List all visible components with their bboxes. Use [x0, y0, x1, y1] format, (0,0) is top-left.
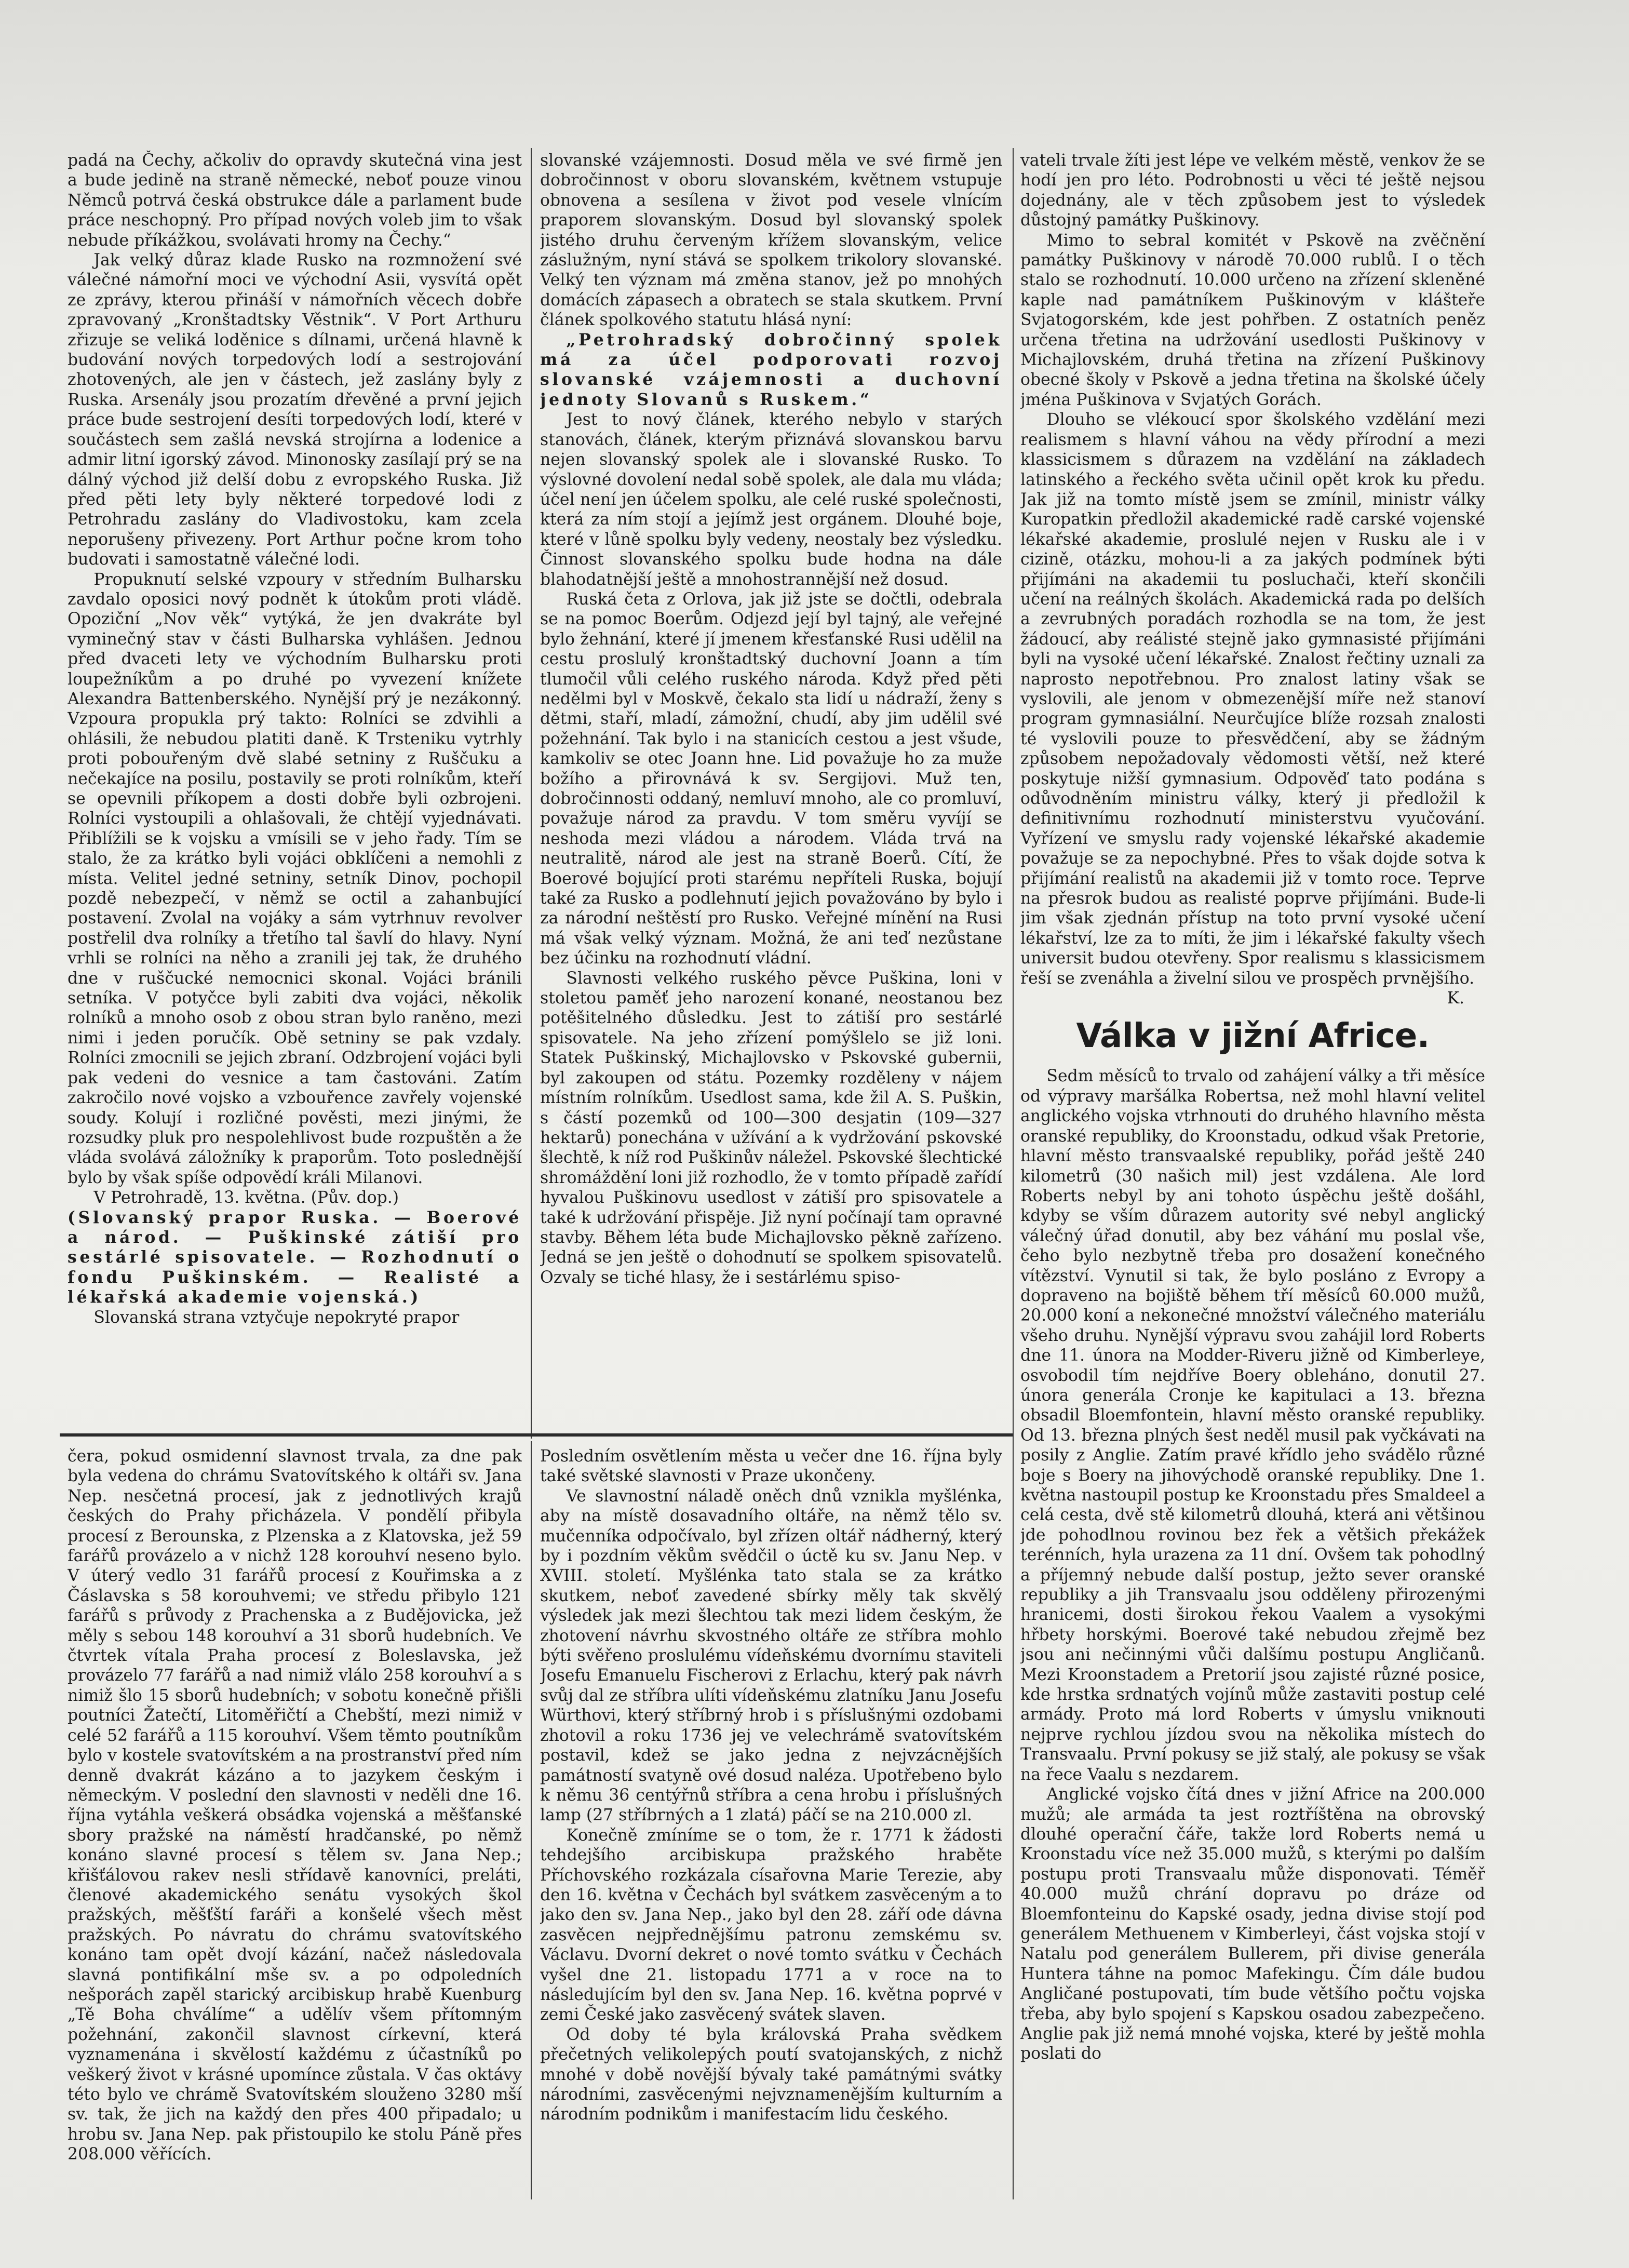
paragraph-bulgarian-revolt: Propuknutí selské vzpoury v středním Bulharsku zavdalo oposici nový podnět k útokům proti vládě. Opoziční „Nov věk“ vytýká, že jen dvakráte byl vyminečný stav v části Bulharska vyhlášen. Jednou před dvaceti lety ve východním Bulharsku proti loupežníkům a po druhé po vyvezení knížete Alexandra Battenberského. Nynější prý je nezákonný. Vzpoura propukla prý takto: Rolníci se zdvihli a ohlásili, že nebudou platiti daně. K Trsteniku vytrhly proti pobouřeným dvě slabé setniny z Ruščuku a nečekajíce na posilu, postavily se proti rolníkům, kteří se opevnili příkopem a dosti dobře byli ozbrojeni. Rolníci vystoupili a ohlašovali, že chtějí vyjednávati. Přiblížili se k vojsku a vmísili se v jeho řady. Tím se stalo, že za krátko byli vojáci obklíčeni a nemohli z místa. Velitel jedné setniny, setník Dinov, pochopil pozdě nebezpečí, v němž se octil a zahanbující postavení. Zvolal na vojáky a sám vytrhnuv revolver postřelil dva rolníky a třetího tal šavlí do hlavy. Nyní vrhli se rolníci na něho a zranili jej tak, že druhého dne v ruščucké nemocnici skonal. Vojáci bránili setníka. V potyčce byli zabiti dva vojáci, několik rolníků a mnoho osob z obou stran bylo raněno, mezi nimi i jeden poručík. Obě setniny se pak vzdaly. Rolníci zmocnili se jejich zbraní. Odzbrojení vojáci byli pak vedeni do vesnice a tam častováni. Zatím zakročilo nové vojsko a vzbouřence zavřely vojenské soudy. Kolují i rozličné pověsti, mezi jinými, že rozsudky pluk pro nespolehlivost bude rozpuštěn a že vláda svolává záložníky k praporům. Toto poslednější bylo by však spíše odpovědí králi Milanovi. [68, 570, 522, 1187]
paragraph-slavic-society: slovanské vzájemnosti. Dosud měla ve své firmě jen dobročinnost v oboru slovanském, květnem vstupuje obnovena a sesílena v život pod vesele vlnícím praporem slovanským. Dosud byl slovanský spolek jistého druhu červeným křížem slovanským, velice záslužným, nyní stává se spolkem trikolory slovanské. Velký ten význam má změna stanov, jež po mnohých domácích zápasech a obratech se stala skutkem. První článek spolkového statutu hlásá nyní: [540, 151, 1002, 330]
left-column-bottom [68, 1446, 522, 2202]
article-headline-war-south-africa: Válka v jižní Africe. [1076, 1017, 1430, 1056]
paragraph-english-army: Anglické vojsko čítá dnes v jižní Africe na 200.000 mužů; ale armáda ta jest roztříštěna na obrovský dlouhé operační čáře, takže lord Roberts nemá u Kroonstadu více než 35.000 mužů, s kterými po dalším postupu proti Transvaalu může disponovati. Téměř 40.000 mužů chrání dopravu po dráze od Bloemfonteinu do Kapské osady, jedna divise stojí pod generálem Methuenem v Kimberleyi, část vojska stojí v Natalu pod generálem Bullerem, při divise generála Huntera táhne na pomoc Mafekingu. Čím dále budou Angličané postupovati, tím bude většího počtu vojska třeba, aby bylo spojení s Kapskou osadou zabezpečeno. Anglie pak již nemá mnohé vojska, které by ještě mohla poslati do [1020, 1785, 1485, 2063]
paragraph-new-article: Jest to nový článek, kterého nebylo v starých stanovách, článek, kterým přiznává slovanskou barvu nejen slovanský spolek ale i slovanské Rusko. To výslovné dovolení nedal sobě spolek, ale dala mu vláda; účel není jen účelem spolku, ale celé ruské společnosti, která za ním stojí a jejímž jest orgánem. Dlouhé boje, které v lůně spolku byly vedeny, neostaly bez výsledku. Činnost slovanského spolku bude hodna na dále blahodatnější ještě a mnohostrannější než dosud. [540, 410, 1002, 589]
paragraph-silver-altar: Ve slavnostní náladě oněch dnů vznikla myšlénka, aby na místě dosavadního oltáře, na němž tělo sv. mučenníka odpočívalo, byl zřízen oltář nádherný, který by i pozdním věkům svědčil o úctě ku sv. Janu Nep. v XVIII. století. Myšlénka tato stala se za krátko skutkem, neboť zavedené sbírky měly tak skvělý výsledek jak mezi šlechtou tak mezi lidem českým, že zhotovení návrhu skvostného oltáře ze stříbra mohlo býti svěřeno proslulému vídeňskému dvornímu staviteli Josefu Emanuelu Fischerovi z Erlachu, který pak návrh svůj dal ze stříbra ulíti vídeňskému zlatníku Janu Josefu Würthovi, který stříbrný hrob i s příslušnými ozdobami zhotovil a roku 1736 jej ve velechrámě svatovítském postavil, kdež se jako jedna z nejvzácnějších památností svatyně ové dosud naléza. Upotřebeno bylo k němu 36 centýřnů stříbra a cena hrobu i příslušných lamp (27 stříbrných a 1 zlatá) páčí se na 210.000 zl. [540, 1486, 1002, 1825]
paragraph-illumination: Posledním osvětlením města u večer dne 16. října byly také světské slavnosti v Praze ukončeny. [540, 1447, 1002, 1486]
right-column [1020, 151, 1485, 2202]
paragraph-pilgrimages: Od doby té byla královská Praha svědkem přečetných velikolepých poutí svatojanských, z nichž mnohé v době novější bývaly také památnými svátky národními, zasvěcenými nejvznamenějším kulturním a národním podnikům i manifestacím lidu českého. [540, 2025, 1002, 2124]
paragraph-holiday-decree: Konečně zmíníme se o tom, že r. 1771 k žádosti tehdejšího arcibiskupa pražského hraběte Příchovského rozkázala císařovna Marie Terezie, aby den 16. května v Čechách byl svátkem zasvěceným a to jako den sv. Jana Nep., jako byl den 28. září ode dávna zasvěcen nejpřednějšímu patronu zemskému sv. Václavu. Dvorní dekret o nové tomto svátku v Čechách vyšel dne 21. listopadu 1771 a v roce na to následujícím byl den sv. Jana Nep. 16. května poprvé v zemi České jako zasvěcený svátek slaven. [540, 1826, 1002, 2024]
letter-summary: (Slovanský prapor Ruska. — Boerové a národ. — Puškinské zátiší pro sestárlé spisovatele. — Rozhodnutí o fondu Puškinském. — Realisté a lékařská akademie vojenská.) [68, 1207, 522, 1307]
paragraph-pushkin-festival: Slavnosti velkého ruského pěvce Puškina, loni v stoletou paměť jeho narození konané, neostanou bez potěšitelného důsledku. Jest to zátiší pro sestárlé spisovatele. Na jeho zřízení pomýšlelo se již loni. Statek Puškinský, Michajlovsko v Pskovské gubernii, byl zakoupen od státu. Pozemky rozděleny v nájem místním rolníkům. Usedlost sama, kde žil A. S. Puškin, s částí pozemků od 100—300 desjatin (109—327 hektarů) ponechána v užívání a k vydržování pskovské šlechtě, k níž rod Puškinův náležel. Pskovské šlechtické shromáždění loni již rozhodlo, že v tomto případě zařídí hyvalou Puškinovu usedlost v zátiší pro spisovatele a také k udržování přispěje. Již nyní počínají tam opravné stavby. Během léta bude Michajlovsko pěkně zařízeno. Jedná se jen ještě o dohodnutí se spolkem spisovatelů. Ozvaly se tiché hlasy, že i sestárlému spiso- [540, 969, 1002, 1287]
paragraph-procession-week: čera, pokud osmidenní slavnost trvala, za dne pak byla vedena do chrámu Svatovítského k oltáři sv. Jana Nep. nesčetná procesí, jak z jednotlivých krajů českých do Prahy přicházela. V pondělí přibyla procesí z Berounska, z Plzenska a z Klatovska, jež 59 farářů provázelo a v nichž 128 korouhví neseno bylo. V úterý vedlo 31 farářů procesí z Kouřimska a z Čáslavska s 58 korouhvemi; ve středu přibylo 121 farářů s průvody z Prachenska a z Budějovicka, jež měly s sebou 148 korouhví a 31 sborů hudebních. Ve čtvrtek vítala Praha procesí z Boleslavska, jež provázelo 77 farářů a nad nimiž vlálo 258 korouhví a s nimiž šlo 15 sborů hudebních; v sobotu konečně přišli poutníci Žatečtí, Litoměřičtí a Chebští, mezi nimiž v celé 52 farářů a 115 korouhví. Všem těmto poutníkům bylo v kostele svatovítském a na prostranství před ním denně dvakrát kázáno a to jazykem českým i německým. V poslední den slavnosti v neděli dne 16. října vytáhla veškerá obsádka vojenská a měšťanské sbory pražské na náměstí hradčanské, po němž konáno slavné procesí s tělem sv. Jana Nep.; křišťálovou rakev nesli střídavě kanovníci, preláti, členové akademického senátu vysokých škol pražských, měšťští faráři a konšelé všech měst pražských. Po návratu do chrámu svatovítského konáno tam opět dvojí kázání, načež následovala slavná pontifikální mše sv. a po odpoledních nešporách zapěl starický arcibiskup hrabě Kuenburg „Tě Boha chválíme“ a udělív všem přítomným požehnání, zakončil slavnost církevní, která vyznamenána i skvělostí každému z účastníků po veškerý život v krásné upomínce zůstala. V čas oktávy této bylo ve chrámě Svatovítském slouženo 3280 mší sv. tak, že jich na každý den přes 400 připadalo; u hrobu sv. Jana Nep. pak přistoupilo ke stolu Páně přes 208.000 věřících. [68, 1447, 522, 2164]
column-divider-left [531, 148, 532, 1439]
section-separator [60, 1433, 1013, 1437]
paragraph-pushkin-fund: Mimo to sebral komitét v Pskově na zvěčnění památky Puškinovy v národě 70.000 rublů. I o těch stalo se rozhodnutí. 10.000 určeno na zřízení skleněné kaple nad památníkem Puškinovým v klášteře Svjatogorském, kde jest pohřben. Z ostatních peněz určena třetina na udržování usedlosti Puškinovy v Michajlovském, druhá třetina na zřízení Puškinovy obecné školy v Pskově a jedna třetina na školské účely jména Puškinova v Svjatých Gorách. [1020, 231, 1485, 409]
paragraph-czech-obstruction: padá na Čechy, ačkoliv do opravdy skutečná vina jest a bude jedině na straně německé, neboť pouze vinou Němců potrvá česká obstrukce dále a parlament bude práce neschopný. Pro případ nových voleb jim to však nebude příkážkou, svolávati hromy na Čechy.“ [68, 151, 522, 250]
paragraph-writer-retreat: vateli trvale žíti jest lépe ve velkém městě, venkov že se hodí jen pro léto. Podrobnosti u věci té ještě nejsou dojednány, ale v těch způsobem jest to výsledek důstojný památky Puškinovy. [1020, 151, 1485, 230]
paragraph-orlov-troop: Ruská četa z Orlova, jak již jste se dočtli, odebrala se na pomoc Boerům. Odjezd její byl tajný, ale veřejné bylo žehnání, které jí jmenem křesťanské Rusi udělil na cestu proslulý kronštadtský duchovní Joann a tím tlumočil vůli celého ruského národa. Když před pěti nedělmi byl v Moskvě, čekalo sta lidí u nádraží, ženy s dětmi, staří, mladí, zámožní, chudí, aby jim udělil své požehnání. Tak bylo i na stanicích cestou a jest všude, kamkoliv se otec Joann hne. Lid považuje ho za muže božího a přirovnává k sv. Sergijovi. Muž ten, dobročinnosti oddaný, nemluví mnoho, ale co promluví, považuje národ za pravdu. V tom směru vyvíjí se neshoda mezi vládou a národem. Vláda trvá na neutralitě, národ ale jest na straně Boerů. Cítí, že Boerové bojující proti starému nepříteli Ruska, bojují také za Rusko a podlehnutí jejich považováno by bylo i za národní neštěstí pro Rusko. Veřejné mínění na Rusi má však velký význam. Možná, že ani teď nezůstane bez účinku na rozhodnutí vládní. [540, 589, 1002, 968]
statute-quote: „Petrohradský dobročinný spolek má za účel podporovati rozvoj slovanské vzájemnosti a duchovní jednoty Slovanů s Ruskem.“ [540, 330, 1002, 409]
paragraph-slavic-party: Slovanská strana vztyčuje nepokryté prapor [93, 1308, 460, 1327]
dateline: V Petrohradě, 13. května. (Pův. dop.) [93, 1188, 399, 1207]
column-divider-bottom [531, 1441, 532, 2199]
middle-column-top [540, 151, 1002, 1418]
left-column-top [68, 151, 522, 1418]
paragraph-realism-classicism: Dlouho se vlékoucí spor školského vzdělání mezi realismem s hlavní váhou na vědy přírodní a mezi klassicismem s důrazem na vzdělání na základech latinského a řeckého světa učinil opět krok ku předu. Jak již na tomto místě jsem se zmínil, ministr války Kuropatkin předložil akademické radě carské vojenské lékařské akademie, proslulé nejen v Rusku ale i v cizině, otázku, mohou-li a za jakých podmínek býti přijímáni na akademii tu posluchači, kteří skončili učení na reálných školách. Akademická rada po delších a zevrubných poradách rozhodla se na tom, že jest žádoucí, aby reálisté stejně jako gymnasisté přijímáni byli na vysoké učení lékařské. Znalost řečtiny uznali za naprosto nepotřebnou. Pro znalost latiny však se vyslovili, ale jenom v obmezenější míře než stanoví program gymnasiální. Neurčujíce blíže rozsah znalosti té vyslovili pouze to přesvědčení, aby se žádným způsobem nepožadovaly vědomosti větší, než které poskytuje nižší gymnasium. Odpověď tato podána s odůvodněním ministru války, který ji předložil k definitivnímu rozhodnutí ministerstvu vyučování. Vyřízení ve smyslu rady vojenské lékařské akademie považuje se za nepochybné. Přes to však dojde sotva k přijímání realistů na akademii již v tomto roce. Teprve na přesrok budou as realisté poprve přijímáni. Bude-li jim však zjednán přístup na toto první vysoké učení lékařství, lze za to míti, že jim i lékařské fakulty všech universit budou otevřeny. Spor realismu s klassicismem řeší se zvenáhla a živelní silou ve prospěch prvnějšího. [1020, 410, 1485, 988]
middle-column-bottom [540, 1446, 1002, 2202]
paragraph-port-arthur: Jak velký důraz klade Rusko na rozmnožení své válečné námořní moci ve východní Asii, vysvítá opět ze zprávy, kterou přináší v námořních věcech dobře zpravovaný „Kronštadtsky Věstnik“. V Port Arthuru zřizuje se veliká loděnice s dílnami, určená hlavně k budování nových torpedových lodí a sestrojování zhotovených, ale jen v částech, jež zaslány byly z Ruska. Arsenály jsou prozatím dřevěné a první jejich práce bude sestrojení desíti torpedových lodí, které v součástech sem zašlá nevská strojírna a lodenice a admir litní igorský závod. Minonosky zasílají prý se na dálný východ již delší dobu z evropského Ruska. Již před pěti lety byly některé torpedové lodi z Petrohradu zaslány do Vladivostoku, kam zcela neporušeny přivezeny. Port Arthur počne krom toho budovati i samostatně válečné lodi. [68, 251, 522, 569]
paragraph-seven-months: Sedm měsíců to trvalo od zahájení války a tři měsíce od výpravy maršálka Robertsa, než mohl hlavní velitel anglického vojska vtrhnouti do druhého hlavního města oranské republiky, do Kroonstadu, odkud však Pretorie, hlavní město transvaalské republiky, pořád ještě 240 kilometrů (30 našich mil) jest vzdálena. Ale lord Roberts nebyl by ani tohoto úspěchu ještě došáhl, kdyby se vším důrazem autority své nebyl anglický válečný úřad donutil, aby bez váhání mu poslal vše, čeho bylo nezbytně třeba pro dosažení konečného vítězství. Vynutil si tak, že bylo posláno z Evropy a dopraveno na bojiště během tří měsíců 60.000 mužů, 20.000 koní a nekonečné množství válečného materiálu všeho druhu. Nynější výpravu svou zahájil lord Roberts dne 11. února na Modder-Riveru jižně od Kimberleye, osvobodil tím nejdříve Boery obleháno, donutil 27. února generála Cronje ke kapitulaci a 13. března obsadil Bloemfontein, hlavní město oranské republiky. Od 13. března plných šest neděl musil pak vyčkávati na posily z Anglie. Zatím pravé křídlo jeho svádělo různé boje s Boery na jihovýchodě oranské republiky. Dne 1. května nastoupil postup ke Kroonstadu přes Smaldeel a celá cesta, dvě stě kilometrů dlouhá, která ani většinou jde pohodlnou rovinou bez řek a většich překážek terénních, hyla urazena za 11 dní. Ovšem tak pohodlný a příjemný nebude další postup, ježto sever oranské republiky a jih Transvaalu jsou odděleny přirozenými hranicemi, dosti širokou řekou Vaalem a vysokými hřbety horskými. Boerové také nebudou zřejmě bez jsou ani nečinnými vůči dalšímu postupu Angličanů. Mezi Kroonstadem a Pretorií jsou zajisté různé posice, kde hrstka srdnatých vojínů může zastaviti postup celé armády. Proto má lord Roberts v úmyslu vniknouti nejprve rychlou jízdou svou na několika místech do Transvaalu. První pokusy se již stalý, ale pokusy se však na řece Vaalu s nezdarem. [1020, 1067, 1485, 1784]
author-signature: K. [1447, 989, 1464, 1008]
column-divider-right [1013, 148, 1014, 2199]
